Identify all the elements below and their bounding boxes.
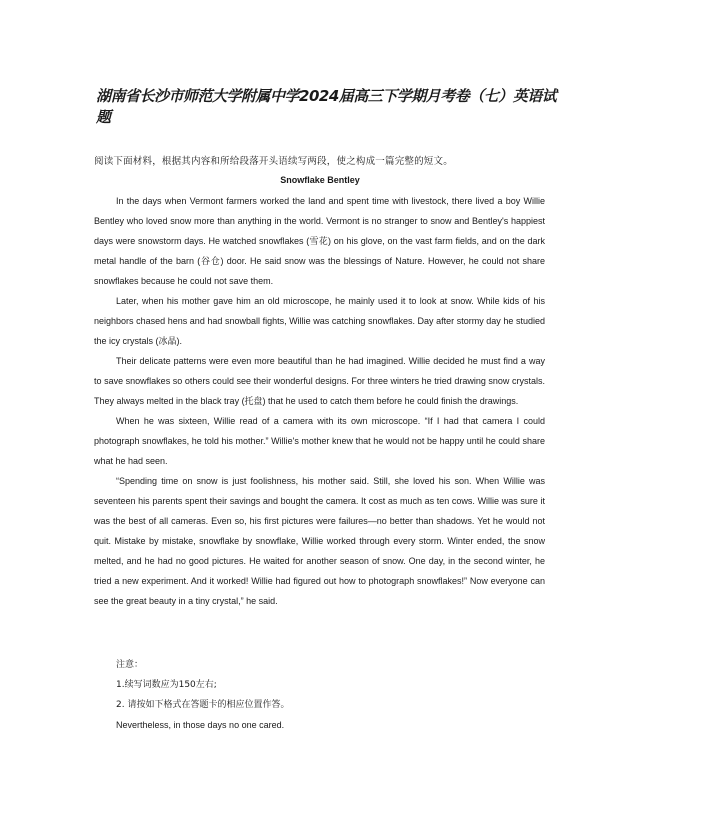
paragraph: When he was sixteen, Willie read of a camera with its own microscope. “If I had that camera I could photograph snowflakes, he told his mother.” Willie's mother knew that he would not be happy until he could share what he had seen. [94, 416, 545, 466]
note-item: 2. 请按如下格式在答题卡的相应位置作答。 [116, 700, 290, 710]
article-title: Snowflake Bentley [280, 175, 360, 185]
notes-heading: 注意： [116, 660, 144, 670]
paragraph: Later, when his mother gave him an old microscope, he mainly used it to look at snow. While kids of his neighbors chased hens and had snowball fights, Willie was catching snowflakes. Day after stormy day he studied the icy crystals (冰晶). [94, 296, 545, 346]
notes-section [116, 655, 289, 735]
paragraph: “Spending time on snow is just foolishness, his mother said. Still, she loved his son. When Willie was seventeen his parents spent their savings and bought the camera. It cost as much as ten cows. Willie was sure it was the best of all cameras. Even so, his first pictures were failures—no better than shadows. Yet he would not quit. Mistake by mistake, snowflake by snowflake, Willie worked through every storm. Winter ended, the snow melted, and he had no good pictures. He waited for another season of snow. One day, in the second winter, he tried a new experiment. And it worked! Willie had figured out how to photograph snowflakes!” Now everyone can see the great beauty in a tiny crystal,” he said. [94, 476, 545, 606]
document-title: 湖南省长沙市师范大学附属中学2024届高三下学期月考卷（七）英语试题 [96, 87, 557, 126]
paragraph: Their delicate patterns were even more beautiful than he had imagined. Willie decided he must find a way to save snowflakes so others could see their wonderful designs. For three winters he tried drawing snow crystals. They always melted in the black tray (托盘) that he used to catch them before he could finish the drawings. [94, 356, 545, 406]
article-body [94, 191, 545, 611]
paragraph: In the days when Vermont farmers worked the land and spent time with livestock, there lived a boy Willie Bentley who loved snow more than anything in the world. Vermont is no stranger to snow and Bentley's happiest days were snowstorm days. He watched snowflakes (雪花) on his glove, on the vast farm fields, and on the dark metal handle of the barn (谷仓) door. He said snow was the blessings of Nature. However, he could not share snowflakes because he could not save them. [94, 196, 545, 286]
note-item: 1.续写词数应为150左右; [116, 680, 217, 690]
continuation-prompt: Nevertheless, in those days no one cared. [116, 720, 285, 730]
task-instruction: 阅读下面材料，根据其内容和所给段落开头语续写两段，使之构成一篇完整的短文。 [94, 156, 453, 167]
